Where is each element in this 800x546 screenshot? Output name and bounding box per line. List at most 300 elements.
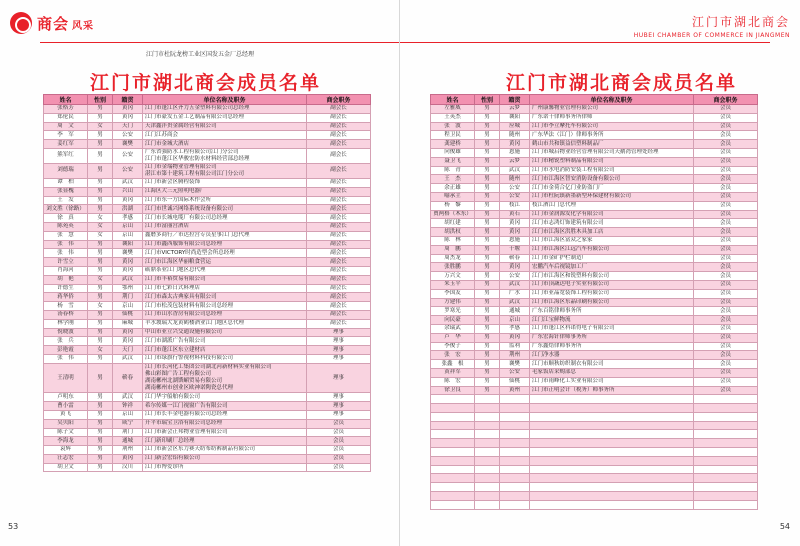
member-organization: 江门新会宏铝有限公司 [143,454,307,463]
member-name: 张 波 [431,122,475,131]
empty-cell [500,456,530,465]
empty-cell [694,412,758,421]
empty-cell [431,421,475,430]
member-hometown: 黄冈 [113,337,143,346]
member-name: 向俊雄 [431,148,475,157]
member-name: 刘文胜（徐路） [44,205,88,214]
member-hometown: 黄冈 [500,140,530,149]
empty-cell [431,500,475,509]
member-role: 会员 [694,201,758,210]
member-hometown: 荆州 [500,351,530,360]
table-row [431,307,758,316]
member-hometown: 天门 [113,346,143,355]
member-organization: 江门市博爱诊所 [143,463,307,472]
member-hometown: 京山 [113,231,143,240]
member-organization: 江门市山水香房有限公司总经理 [143,310,307,319]
empty-cell [694,439,758,448]
member-sex: 男 [88,402,113,411]
member-sex: 男 [88,428,113,437]
member-role: 会员 [694,140,758,149]
logo-sub-text: 风采 [72,21,95,32]
member-role: 会员 [694,245,758,254]
member-organization: 江门净水器 [530,351,694,360]
member-name: 喻承主 [431,192,475,201]
member-role: 会员 [694,351,758,360]
member-role: 会员 [694,324,758,333]
member-role: 会员 [694,280,758,289]
member-role: 会员 [694,272,758,281]
member-name: 左雅威 [431,105,475,114]
member-organization: 鑫磨多商行／市达拉宫专员星事江门总代理 [143,231,307,240]
member-name: 徐 真 [44,214,88,223]
table-row [44,196,371,205]
member-sex: 男 [475,228,500,237]
member-organization: 广州康馨物业管理有限公司 [530,105,694,114]
table-row [431,236,758,245]
member-sex: 男 [88,249,113,258]
table-row [431,386,758,395]
member-role: 会员 [694,175,758,184]
empty-table-row [431,412,758,421]
member-role: 会员 [694,131,758,140]
table-row [44,354,371,363]
member-hometown: 黄冈 [500,219,530,228]
member-hometown: 黄州 [500,386,530,395]
empty-cell [431,439,475,448]
member-sex: 男 [475,377,500,386]
member-role: 会员 [307,454,371,463]
member-role: 副会长 [307,258,371,267]
column-header: 姓名 [431,95,475,105]
table-row [44,428,371,437]
member-organization: 江门市金端物业管理有限公司 湛江市第十建筑工程有限公司江门分公司 [143,163,307,178]
member-organization: 江门市江海区华丽粮食营运 [143,258,307,267]
association-name: 江门市湖北商会 [691,15,790,29]
logo-text [37,13,94,34]
table-row [431,175,758,184]
member-role: 会员 [694,254,758,263]
empty-cell [431,456,475,465]
member-hometown: 武汉 [113,354,143,363]
member-organization: 江门市金润源发化学有限公司 [530,210,694,219]
member-sex: 男 [475,324,500,333]
column-header: 商会职务 [694,95,758,105]
member-sex: 男 [475,105,500,114]
member-sex: 男 [475,280,500,289]
empty-cell [530,395,694,404]
member-hometown: 公安 [113,148,143,163]
member-name: 龚建桥 [431,140,475,149]
member-hometown: 武汉 [113,178,143,187]
member-hometown: 黄冈 [500,228,530,237]
table-row [431,105,758,114]
table-row [44,214,371,223]
empty-cell [431,404,475,413]
member-name: 吴贝阳 [44,419,88,428]
table-row [44,410,371,419]
member-name: 熊军红 [44,148,88,163]
column-header: 籍贯 [500,95,530,105]
empty-table-row [431,492,758,501]
member-role: 理事 [307,410,371,419]
member-name: 向民豪 [431,316,475,325]
column-header: 性别 [88,95,113,105]
member-hometown: 黄冈 [500,333,530,342]
member-organization: 开平市瑞宝卫浴有限公司总经理 [143,419,307,428]
member-sex: 男 [475,210,500,219]
table-row [431,368,758,377]
empty-cell [475,421,500,430]
member-hometown: 天门 [113,122,143,131]
member-role: 副会长 [307,266,371,275]
member-name: 李俊子 [431,342,475,351]
page-title: 江门市湖北商会成员名单 [506,72,738,94]
member-role: 副会长 [307,122,371,131]
empty-cell [694,430,758,439]
member-hometown: 襄樊 [113,140,143,149]
member-name: 刘德瑞 [44,163,88,178]
member-hometown: 襄樊 [113,249,143,258]
empty-cell [431,483,475,492]
table-row [431,272,758,281]
member-sex: 男 [475,298,500,307]
member-sex: 男 [88,187,113,196]
column-header: 单位名称及职务 [143,95,307,105]
member-hometown: 黄冈 [500,263,530,272]
logo-main-text: 商会 [37,15,70,33]
member-role: 会员 [694,368,758,377]
member-sex: 男 [475,148,500,157]
member-role: 副会长 [307,240,371,249]
table-row [431,254,758,263]
member-role: 会员 [307,428,371,437]
member-sex: 女 [88,275,113,284]
member-hometown: 监利 [500,342,530,351]
member-role: 会员 [694,219,758,228]
member-hometown: 武汉 [500,166,530,175]
header-divider [40,42,399,43]
table-row [44,402,371,411]
association-header [634,13,790,39]
member-role: 副会长 [307,284,371,293]
member-name: 周杰龙 [431,254,475,263]
empty-cell [500,395,530,404]
empty-cell [530,500,694,509]
member-hometown: 随州 [500,175,530,184]
member-organization: 江门市金荷合亿门业防盗门厂 [530,184,694,193]
member-sex: 男 [88,410,113,419]
empty-cell [530,465,694,474]
member-hometown: 襄阳 [113,240,143,249]
member-role: 会员 [694,298,758,307]
member-role: 理事 [307,393,371,402]
member-hometown: 云梦 [500,105,530,114]
member-hometown: 荆门 [113,428,143,437]
member-organization: 江门市城启物业经营管理有限公司天鹅湾管理处经理 [530,148,694,157]
table-row [44,363,371,393]
member-organization: 广东诺千律师事务所律师 [530,113,694,122]
member-name: 李海龙 [44,437,88,446]
member-sex: 男 [88,284,113,293]
member-organization: 江门市水电消防安装工程有限公司 [530,166,694,175]
member-role: 理事 [307,337,371,346]
member-role: 副会长 [307,205,371,214]
empty-cell [500,465,530,474]
member-organization: 江门市杜阮镇新墨新型环保建材有限公司 [530,192,694,201]
member-hometown: 黄冈 [113,113,143,122]
member-hometown: 公安 [500,368,530,377]
member-sex: 男 [475,131,500,140]
member-name: 王 发 [44,196,88,205]
empty-cell [694,465,758,474]
table-row [431,351,758,360]
empty-table-row [431,439,758,448]
member-sex: 女 [88,231,113,240]
empty-cell [475,439,500,448]
table-row [431,131,758,140]
member-organization: 砺鼎茶业江门地区总代理 [143,266,307,275]
member-role: 副会长 [307,187,371,196]
member-sex: 男 [88,205,113,214]
member-role: 副会长 [307,231,371,240]
member-hometown: 武汉 [113,275,143,284]
member-sex: 男 [475,254,500,263]
member-organization: 江门市江海区江远汽车有限公司 [530,245,694,254]
member-hometown: 公安 [500,192,530,201]
table-row [44,302,371,311]
member-role: 会员 [694,122,758,131]
member-hometown: 广水 [500,289,530,298]
member-sex: 男 [88,131,113,140]
member-hometown: 武汉 [113,393,143,402]
member-hometown: 钟祥 [113,402,143,411]
member-organization: 江门市江海区洪胜木具加工店 [530,228,694,237]
table-row [44,240,371,249]
member-sex: 女 [88,346,113,355]
member-organization: 枝江酒江门总代理 [530,201,694,210]
table-row [44,178,371,187]
member-sex: 男 [475,307,500,316]
empty-cell [500,404,530,413]
table-row [431,342,758,351]
member-table-left [43,94,371,472]
right-page [400,0,800,546]
chamber-emblem-icon [10,12,32,34]
member-hometown: 汉川 [113,463,143,472]
member-hometown: 黄冈 [113,328,143,337]
empty-cell [475,404,500,413]
table-row [44,249,371,258]
empty-cell [530,448,694,457]
member-name: 倪晓波 [44,328,88,337]
empty-cell [431,430,475,439]
member-name: 张胜鹏 [431,263,475,272]
table-row [431,157,758,166]
empty-cell [500,483,530,492]
member-name: 张显槐 [44,187,88,196]
member-sex: 男 [475,122,500,131]
member-hometown: 京山 [113,302,143,311]
member-organization: 江门市新会正邦物业管理有限公司 [143,428,307,437]
member-name: 张 慧 [44,231,88,240]
table-row [44,463,371,472]
member-name: 程卫民 [431,131,475,140]
empty-cell [694,500,758,509]
member-role: 会员 [694,386,758,395]
member-sex: 男 [88,163,113,178]
table-row [44,266,371,275]
page-title: 江门市湖北商会成员名单 [90,72,322,94]
table-row [44,446,371,455]
member-organization: 江门江宝鲜物流 [530,316,694,325]
member-role: 会员 [694,228,758,237]
member-role: 会员 [694,307,758,316]
member-sex: 男 [88,266,113,275]
member-role: 会员 [694,289,758,298]
table-row [44,419,371,428]
member-name: 聂卫飞 [431,157,475,166]
member-organization: 江门市长城电缆厂有限公司总经理 [143,214,307,223]
member-name: 张 宏 [431,351,475,360]
member-name: 王清明 [44,363,88,393]
member-hometown: 荆门 [113,293,143,302]
member-sex: 男 [88,454,113,463]
member-role: 理事 [307,346,371,355]
member-sex: 男 [475,360,500,369]
empty-cell [431,412,475,421]
member-role: 副会长 [307,196,371,205]
member-role: 副会长 [307,249,371,258]
empty-cell [475,430,500,439]
member-hometown: 恩施 [500,148,530,157]
member-name: 蒋华侨 [44,293,88,302]
member-role: 会员 [694,113,758,122]
table-row [431,113,758,122]
member-organization: 江门市湖派广告有限公司 [143,337,307,346]
member-organization: 江门市绿旗行警视材料科技有限公司 [143,354,307,363]
member-name: 陈 青 [431,166,475,175]
table-row [431,377,758,386]
table-row [431,298,758,307]
member-sex: 男 [88,140,113,149]
table-row [431,201,758,210]
member-role: 副会长 [307,222,371,231]
member-name: 杨 雪 [44,302,88,311]
member-organization: 宏鹏汽车后视镜加工厂 [530,263,694,272]
empty-cell [694,395,758,404]
empty-cell [500,430,530,439]
member-organization: 江门市江海区和锐塑料有限公司 [530,272,694,281]
empty-cell [694,448,758,457]
member-organization: 江门华宇船舶有限公司 [143,393,307,402]
member-organization: 广东华法（江门）律师事务所 [530,131,694,140]
member-hometown: 随州 [500,131,530,140]
member-role: 会员 [694,192,758,201]
table-row [431,210,758,219]
member-organization: 中山市亚立兴交通设施有限公司 [143,328,307,337]
member-hometown: 公安 [500,184,530,193]
empty-table-row [431,456,758,465]
member-role: 理事 [307,363,371,393]
member-name: 周 鹏 [431,245,475,254]
member-name: 罗寒光 [431,307,475,316]
empty-cell [500,500,530,509]
member-organization: 江门市鑫西服饰有限公司总经理 [143,240,307,249]
member-sex: 男 [475,201,500,210]
empty-cell [500,412,530,421]
member-hometown: 枝江 [500,201,530,210]
member-sex: 男 [475,263,500,272]
column-header: 单位名称及职务 [530,95,694,105]
empty-cell [694,456,758,465]
empty-cell [475,412,500,421]
member-hometown: 公安 [113,163,143,178]
member-organization: 天津鑫沣贵金属经营有限公司 [143,122,307,131]
empty-table-row [431,404,758,413]
member-sex: 男 [88,419,113,428]
member-sex: 男 [88,328,113,337]
member-hometown: 黄冈 [113,266,143,275]
member-sex: 女 [88,214,113,223]
member-sex: 女 [88,122,113,131]
member-sex: 男 [88,393,113,402]
member-sex: 男 [88,446,113,455]
member-organization: 江门市金矿护栏制造厂 [530,254,694,263]
table-row [44,454,371,463]
table-row [44,140,371,149]
member-organization: 江门市七彩日式料理店 [143,284,307,293]
column-header: 籍贯 [113,95,143,105]
member-organization: 江门市豪发五金工艺制品有限公司总经理 [143,113,307,122]
member-hometown: 鄂州 [113,284,143,293]
table-row [431,324,758,333]
member-sex: 男 [88,105,113,114]
empty-cell [694,404,758,413]
table-row [431,148,758,157]
member-organization: 江门市顶蔬达电子实业有限公司 [530,280,694,289]
member-hometown: 黄冈 [113,258,143,267]
table-row [44,113,371,122]
member-hometown: 恩施 [500,236,530,245]
table-row [44,346,371,355]
member-hometown: 仙桃 [113,310,143,319]
member-sex: 男 [88,258,113,267]
table-row [431,280,758,289]
member-name: 张 伟 [44,240,88,249]
table-row [431,166,758,175]
page-number: 53 [8,522,19,531]
member-role: 会员 [694,166,758,175]
member-organization: 广东百铭律师事务所 [530,307,694,316]
member-name: 卢 华 [431,333,475,342]
member-hometown: 孝感 [500,324,530,333]
member-name: 曹小雷 [44,402,88,411]
member-role: 会员 [694,377,758,386]
member-name: 陈子文 [44,428,88,437]
table-row [44,328,371,337]
empty-cell [475,474,500,483]
member-organization: 广东宏海针律师事务所 [530,333,694,342]
empty-table-row [431,474,758,483]
table-row [431,289,758,298]
member-sex: 男 [475,342,500,351]
empty-cell [530,404,694,413]
empty-cell [694,492,758,501]
table-row [44,275,371,284]
empty-cell [530,474,694,483]
member-sex: 男 [475,140,500,149]
member-name: 袁辉 [44,446,88,455]
